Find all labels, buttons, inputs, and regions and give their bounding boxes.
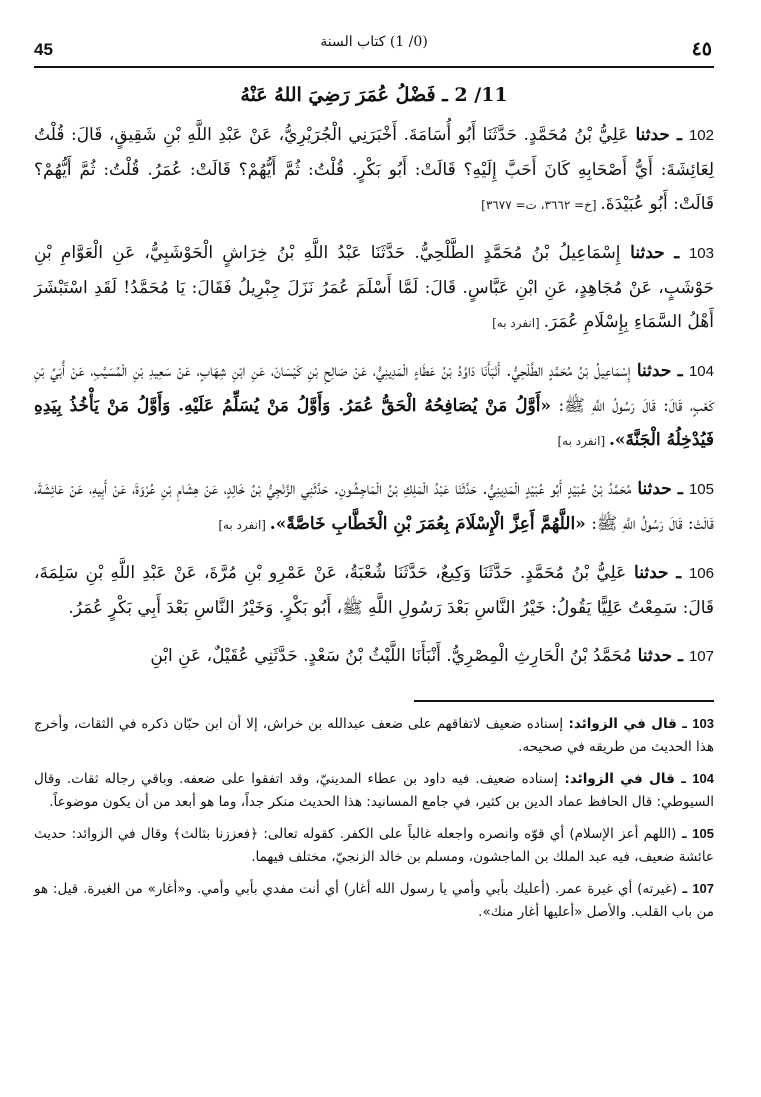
footnote-text: (اللهم أعز الإسلام) أي قوّه وانصره واجعله غالباً على الكفر. كقوله تعالى: ﴿فعززنا بثالث﴾ وقال في الزوائد: حديث عائشة ضعيف، فيه عبد الملك بن الماجشون، ومسلم بن خالد الزنجيّ، مختلف فيهما.	[34, 826, 714, 865]
page-number-arabic: ٤٥	[691, 38, 712, 60]
footnote-107	[34, 877, 714, 924]
footnote-number: 105	[692, 826, 714, 841]
hadith-keyword: ـ حدثنا	[626, 563, 689, 583]
hadith-text: مُحَمَّدُ بْنُ عُبَيْدٍ أَبُو عُبَيْدٍ الْمَدِينِيُّ. حَدَّثَنَا عَبْدُ الْمَلِكِ بْنُ الْمَاجِشُونِ. حَدَّثَنِي الزَّنْجِيُّ بْنُ خَالِدٍ، عَنْ هِشَامِ بْنِ عُرْوَةَ، عَنْ أَبِيهِ، عَنْ عَائِشَةَ، قَالَتْ: قَالَ رَسُولُ اللَّهِ ﷺ:	[34, 479, 714, 534]
footnote-text: إسناده ضعيف. فيه داود بن عطاء المدينيّ، وقد اتفقوا على ضعفه. وباقي رجاله ثقات. وقال السيوطي: قال الحافظ عماد الدين بن كثير، في جامع المسانيد: هذا الحديث منكر جداً، وما هو أبعد من أن يكون موضوعاً.	[34, 771, 714, 810]
header-title: (0/ 1) كتاب السنة	[320, 34, 428, 50]
footnote-lead: ـ	[676, 826, 693, 842]
running-header	[34, 30, 714, 68]
hadith-reference: [انفرد به]	[218, 518, 270, 532]
hadith-text: عَلِيُّ بْنُ مُحَمَّدٍ. حَدَّثَنَا أَبُو أُسَامَةَ. أَخْبَرَنِي الْجُرَيْرِيُّ، عَنْ عَبْدِ اللَّهِ بْنِ شَقِيقٍ، قَالَ: قُلْتُ لِعَائِشَةَ: أَيُّ أَصْحَابِهِ كَانَ أَحَبَّ إِلَيْهِ؟ قَالَتْ: أَبُو بَكْرٍ. قُلْتُ: ثُمَّ أَيُّهُمْ؟ قَالَتْ: عُمَرُ. قُلْتُ: ثُمَّ أَيُّهُمْ؟ قَالَتْ: أَبُو عُبَيْدَةَ.	[34, 125, 714, 214]
hadith-quote: «أَوَّلُ مَنْ يُصَافِحُهُ الْحَقُّ عُمَرُ. وَأَوَّلُ مَنْ يُسَلِّمُ عَلَيْهِ. وَأَوَّلُ مَنْ يَأْخُذُ بِيَدِهِ فَيُدْخِلُهُ الْجَنَّةَ».	[34, 396, 714, 450]
hadith-106	[34, 556, 714, 625]
hadith-keyword: ـ حدثنا	[631, 646, 689, 666]
hadith-103	[34, 236, 714, 340]
footnote-divider	[414, 700, 714, 702]
hadith-keyword: ـ حدثنا	[628, 125, 689, 145]
page-number-latin: 45	[34, 40, 53, 59]
hadith-number: 103	[688, 245, 714, 262]
footnote-number: 104	[692, 771, 714, 786]
hadith-104	[34, 354, 714, 458]
footnote-lead: ـ قال في الزوائد:	[558, 771, 693, 787]
hadith-keyword: ـ حدثنا	[620, 243, 689, 263]
hadith-text: إِسْمَاعِيلُ بْنُ مُحَمَّدٍ الطَّلْحِيُّ. حَدَّثَنَا عَبْدُ اللَّهِ بْنُ خِرَاشٍ الْحَوْشَبِيُّ، عَنِ الْعَوَّامِ بْنِ حَوْشَبٍ، عَنْ مُجَاهِدٍ، عَنِ ابْنِ عَبَّاسٍ. قَالَ: لَمَّا أَسْلَمَ عُمَرُ نَزَلَ جِبْرِيلُ فَقَالَ: يَا مُحَمَّدُ! لَقَدِ اسْتَبْشَرَ أَهْلُ السَّمَاءِ بِإِسْلَامِ عُمَرَ.	[34, 243, 714, 332]
hadith-text: مُحَمَّدُ بْنُ الْحَارِثِ الْمِصْرِيُّ. أَنْبَأَنَا اللَّيْثُ بْنُ سَعْدٍ. حَدَّثَنِي عُقَيْلٌ، عَنِ ابْنِ	[150, 646, 632, 666]
footnote-103	[34, 712, 714, 759]
footnote-lead: ـ	[677, 881, 693, 897]
hadith-keyword: ـ حدثنا	[631, 479, 689, 499]
hadith-keyword: ـ حدثنا	[630, 361, 689, 381]
footnote-number: 103	[692, 716, 714, 731]
hadith-105	[34, 472, 714, 542]
hadith-number: 107	[688, 648, 714, 665]
footnote-text: (غيرته) أي غيرة عمر. (أعليك بأبي وأمي يا رسول الله أغار) أي أنت مفدي بأبي وأمي. و«أغار» من الغيرة. قيل: هو من باب القلب. والأصل «أعليها أغار منك».	[34, 881, 714, 920]
hadith-reference: [انفرد به]	[492, 316, 544, 330]
hadith-text: إِسْمَاعِيلُ بْنُ مُحَمَّدٍ الطَّلْحِيُّ. أَنْبَأَنَا دَاوُدُ بْنُ عَطَاءٍ الْمَدِينِيُّ، عَنْ صَالِحِ بْنِ كَيْسَانَ، عَنِ ابْنِ شِهَابٍ، عَنْ سَعِيدِ بْنِ الْمُسَيَّبِ، عَنْ أُبَيِّ بْنِ كَعْبٍ، قَالَ: قَالَ رَسُولُ اللَّهِ ﷺ:	[34, 361, 714, 416]
footnote-text: إسناده ضعيف لاتفاقهم على ضعف عبدالله بن خراش، إلا أن ابن حبّان ذكره في الثقات، وأخرج هذا الحديث من طريقه في صحيحه.	[34, 716, 714, 755]
hadith-number: 105	[688, 481, 714, 498]
footnote-104	[34, 767, 714, 814]
hadith-number: 102	[688, 127, 714, 144]
hadith-number: 106	[688, 565, 714, 582]
hadith-reference: [انفرد به]	[557, 434, 609, 448]
hadith-102	[34, 118, 714, 222]
hadith-number: 104	[688, 363, 714, 380]
hadith-quote: «اللَّهُمَّ أَعِزَّ الْإِسْلَامَ بِعُمَرَ بْنِ الْخَطَّابِ خَاصَّةً».	[269, 514, 586, 534]
hadith-text: عَلِيُّ بْنُ مُحَمَّدٍ. حَدَّثَنَا وَكِيعٌ، حَدَّثَنَا شُعْبَةُ، عَنْ عَمْرِو بْنِ مُرَّةَ، عَنْ عَبْدِ اللَّهِ بْنِ سَلِمَةَ، قَالَ: سَمِعْتُ عَلِيًّا يَقُولُ: خَيْرُ النَّاسِ بَعْدَ رَسُولِ اللَّهِ ﷺ، أَبُو بَكْرٍ. وَخَيْرُ النَّاسِ بَعْدَ أَبِي بَكْرٍ عُمَرُ.	[34, 563, 714, 618]
footnote-lead: ـ قال في الزوائد:	[563, 716, 693, 732]
chapter-title: 11/ 2 ـ فَضْلُ عُمَرَ رَضِيَ اللهُ عَنْهُ	[240, 84, 508, 106]
hadith-reference: [خ= ٣٦٦٢، ت= ٣٦٧٧]	[481, 198, 601, 212]
book-page	[34, 30, 714, 1070]
hadith-107	[34, 639, 714, 674]
footnote-105	[34, 822, 714, 869]
footnote-number: 107	[692, 881, 715, 896]
